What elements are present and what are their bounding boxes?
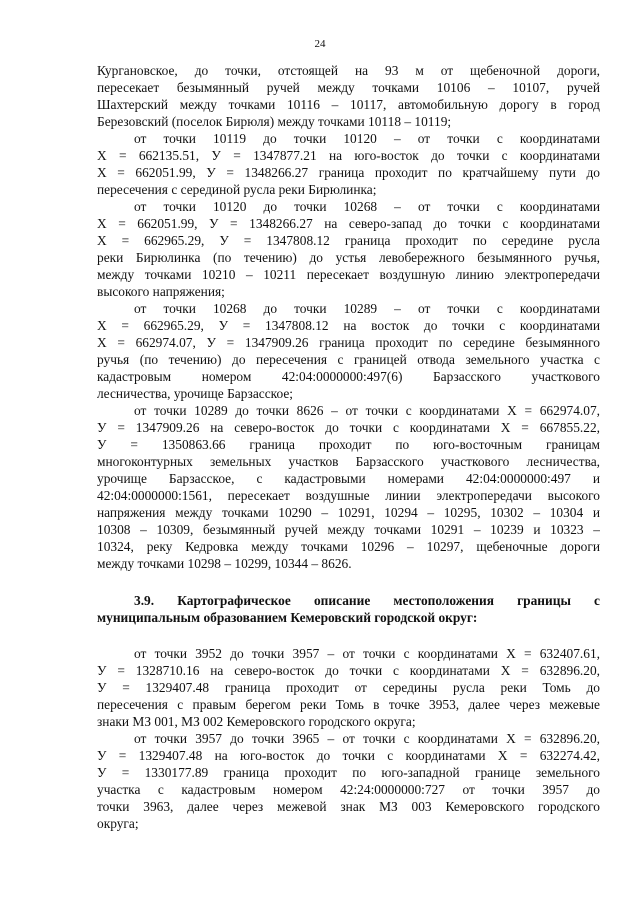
paragraph-3952-3957 xyxy=(97,645,600,730)
text-line: многоконтурных земельных участков Барзасского участкового лесничества, xyxy=(97,454,600,469)
document-body xyxy=(97,62,600,832)
text-line: Шахтерский между точками 10116 – 10117, автомобильную дорогу в город xyxy=(97,97,600,112)
text-line: У = 1328710.16 на северо-восток до точки с координатами Х = 632896.20, xyxy=(97,663,600,678)
text-line: У = 1350863.66 граница проходит по юго-восточным границам xyxy=(97,437,600,452)
text-line: между точками 10210 – 10211 пересекает воздушную линию электропередачи xyxy=(97,267,600,282)
text-line: Х = 662135.51, У = 1347877.21 на юго-восток до точки с координатами xyxy=(97,148,600,163)
heading-line: муниципальным образованием Кемеровский городской округ: xyxy=(97,610,478,625)
section-heading xyxy=(97,592,600,626)
text-line: участка с кадастровым номером 42:24:0000000:727 от точки 3957 до xyxy=(97,782,600,797)
text-line: от точки 10268 до точки 10289 – от точки с координатами xyxy=(134,301,600,316)
text-line: от точки 3952 до точки 3957 – от точки с координатами Х = 632407.61, xyxy=(134,646,600,661)
text-line: У = 1329407.48 граница проходит от середины русла реки Томь до xyxy=(97,680,600,695)
text-line: знаки МЗ 001, МЗ 002 Кемеровского городского округа; xyxy=(97,714,416,729)
text-line: от точки 10120 до точки 10268 – от точки с координатами xyxy=(134,199,600,214)
text-line: Х = 662051.99, У = 1348266.27 граница проходит по кратчайшему пути до xyxy=(97,165,600,180)
paragraph-3957-3965 xyxy=(97,730,600,832)
text-line: высокого напряжения; xyxy=(97,284,225,299)
text-line: 10308 – 10309, безымянный ручей между точками 10291 – 10239 и 10323 – xyxy=(97,522,600,537)
text-line: точки 3963, далее через межевой знак МЗ 003 Кемеровского городского xyxy=(97,799,600,814)
text-line: Х = 662965.29, У = 1347808.12 на восток до точки с координатами xyxy=(97,318,600,333)
text-line: Кургановское, до точки, отстоящей на 93 м от щебеночной дороги, xyxy=(97,63,600,78)
paragraph-10268-10289 xyxy=(97,300,600,402)
text-line: от точки 10119 до точки 10120 – от точки с координатами xyxy=(134,131,600,146)
text-line: от точки 10289 до точки 8626 – от точки с координатами Х = 662974.07, xyxy=(134,403,600,418)
text-line: округа; xyxy=(97,816,139,831)
spacer xyxy=(97,626,600,645)
text-line: Х = 662051.99, У = 1348266.27 на северо-запад до точки с координатами xyxy=(97,216,600,231)
paragraph-10119-10120 xyxy=(97,130,600,198)
text-line: ручья (по течению) до пересечения с границей отвода земельного участка с xyxy=(97,352,600,367)
paragraph-continuation xyxy=(97,62,600,130)
paragraph-10120-10268 xyxy=(97,198,600,300)
text-line: реки Бирюлинка (по течению) до устья левобережного безымянного ручья, xyxy=(97,250,600,265)
text-line: У = 1347909.26 на северо-восток до точки с координатами Х = 667855.22, xyxy=(97,420,600,435)
page-number: 24 xyxy=(314,38,326,50)
text-line: между точками 10298 – 10299, 10344 – 8626. xyxy=(97,556,352,571)
paragraph-10289-8626 xyxy=(97,402,600,572)
text-line: от точки 3957 до точки 3965 – от точки с координатами Х = 632896.20, xyxy=(134,731,600,746)
text-line: кадастровым номером 42:04:0000000:497(6) Барзасского участкового xyxy=(97,369,600,384)
text-line: Х = 662965.29, У = 1347808.12 граница проходит по середине русла xyxy=(97,233,600,248)
text-line: напряжения между точками 10290 – 10291, 10294 – 10295, 10302 – 10304 и xyxy=(97,505,600,520)
heading-line: 3.9. Картографическое описание местоположения границы с xyxy=(134,593,600,608)
text-line: пересекает безымянный ручей между точками 10106 – 10107, ручей xyxy=(97,80,600,95)
text-line: У = 1330177.89 граница проходит по юго-западной границе земельного xyxy=(97,765,600,780)
text-line: пересечения с правым берегом реки Томь в точке 3953, далее через межевые xyxy=(97,697,600,712)
text-line: Березовский (поселок Бирюля) между точками 10118 – 10119; xyxy=(97,114,452,129)
text-line: лесничества, урочище Барзасское; xyxy=(97,386,294,401)
text-line: 42:04:0000000:1561, пересекает воздушные линии электропередачи высокого xyxy=(97,488,600,503)
text-line: урочище Барзасское, с кадастровыми номерами 42:04:0000000:497 и xyxy=(97,471,600,486)
text-line: Х = 662974.07, У = 1347909.26 граница проходит по середине безымянного xyxy=(97,335,600,350)
spacer xyxy=(97,572,600,592)
text-line: 10324, реку Кедровка между точками 10296 – 10297, щебеночные дороги xyxy=(97,539,600,554)
text-line: У = 1329407.48 на юго-восток до точки с координатами Х = 632274.42, xyxy=(97,748,600,763)
text-line: пересечения с серединой русла реки Бирюлинка; xyxy=(97,182,377,197)
